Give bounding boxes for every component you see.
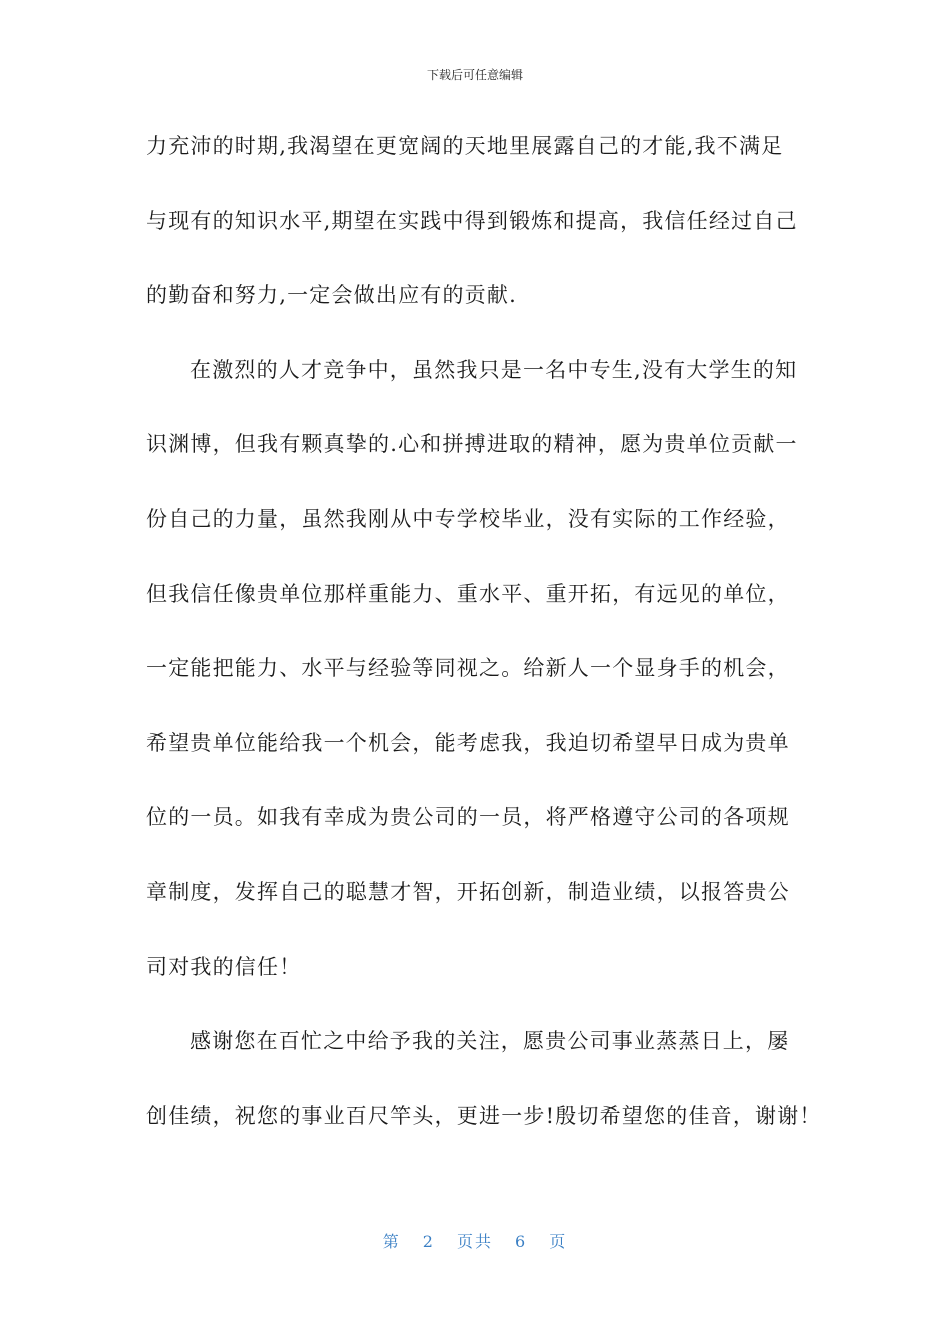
- footer-total-pages: 6: [515, 1232, 528, 1251]
- text-line-13: 感谢您在百忙之中给予我的关注，愿贵公司事业蒸蒸日上，屡: [190, 1029, 790, 1054]
- text-line-7: 但我信任像贵单位那样重能力、重水平、重开拓，有远见的单位，: [146, 581, 790, 606]
- text-line-3: 的勤奋和努力,一定会做出应有的贡献.: [146, 283, 517, 308]
- text-line-12: 司对我的信任！: [146, 954, 302, 979]
- footer-prefix: 第: [382, 1232, 401, 1251]
- page-footer: [0, 1229, 950, 1252]
- text-line-9: 希望贵单位能给我一个机会，能考虑我，我迫切希望早日成为贵单: [146, 730, 790, 755]
- text-line-6: 份自己的力量，虽然我刚从中专学校毕业，没有实际的工作经验，: [146, 506, 790, 531]
- header-note: 下载后可任意编辑: [426, 68, 523, 82]
- text-line-4: 在激烈的人才竞争中，虽然我只是一名中专生,没有大学生的知: [190, 357, 798, 382]
- text-line-2: 与现有的知识水平,期望在实践中得到锻炼和提高，我信任经过自己: [146, 208, 798, 233]
- footer-suffix: 页: [549, 1232, 568, 1251]
- text-line-10: 位的一员。如我有幸成为贵公司的一员，将严格遵守公司的各项规: [146, 805, 790, 830]
- text-line-5: 识渊博，但我有颗真挚的.心和拼搏进取的精神，愿为贵单位贡献一: [146, 432, 798, 457]
- footer-page-number: 2: [422, 1232, 435, 1251]
- text-line-14: 创佳绩，祝您的事业百尺竿头，更进一步!殷切希望您的佳音，谢谢！: [146, 1103, 822, 1128]
- text-line-8: 一定能把能力、水平与经验等同视之。给新人一个显身手的机会，: [146, 656, 790, 681]
- text-line-11: 章制度，发挥自己的聪慧才智，开拓创新，制造业绩，以报答贵公: [146, 879, 790, 904]
- footer-middle: 页共: [456, 1232, 493, 1251]
- text-line-1: 力充沛的时期,我渴望在更宽阔的天地里展露自己的才能,我不满足: [146, 134, 784, 158]
- document-body: [146, 126, 826, 1170]
